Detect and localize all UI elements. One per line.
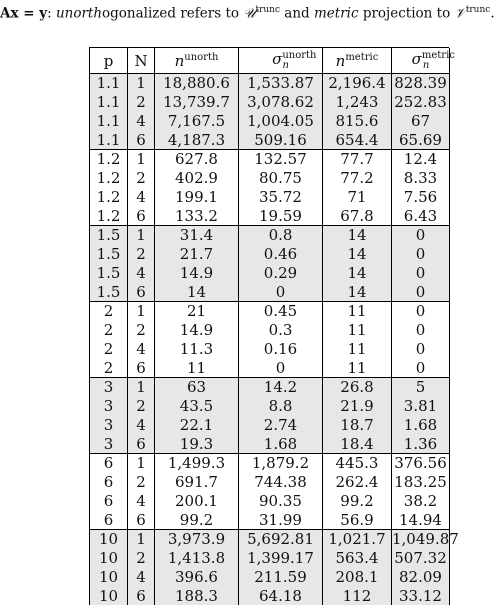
cell-n-unorth: 19.3 — [155, 434, 239, 453]
table-row — [90, 397, 450, 416]
cell-p: 2 — [90, 321, 128, 340]
col-header-p: p — [90, 48, 128, 74]
cell-n-unorth: 4,187.3 — [155, 130, 239, 149]
cell-n-metric: 11 — [323, 340, 392, 359]
cell-n-unorth: 13,739.7 — [155, 93, 239, 112]
cell-n: 2 — [128, 93, 155, 112]
cell-sigma-metric: 33.12 — [392, 586, 450, 605]
cell-n-unorth: 199.1 — [155, 188, 239, 207]
cell-sigma-unorth: 132.57 — [239, 150, 323, 169]
cell-p: 6 — [90, 492, 128, 511]
cell-sigma-unorth: 0.3 — [239, 321, 323, 340]
cell-n-metric: 11 — [323, 321, 392, 340]
cell-sigma-unorth: 0.16 — [239, 340, 323, 359]
cell-n-unorth: 1,499.3 — [155, 454, 239, 473]
caption-u-trunc: 𝒰 — [243, 6, 255, 22]
table-row — [90, 282, 450, 301]
cell-n: 1 — [128, 378, 155, 397]
cell-n-unorth: 21.7 — [155, 245, 239, 264]
cell-sigma-metric: 252.83 — [392, 93, 450, 112]
cell-n: 6 — [128, 510, 155, 529]
cell-n-unorth: 21 — [155, 302, 239, 321]
col-header-n: N — [128, 48, 155, 74]
cell-sigma-unorth: 80.75 — [239, 169, 323, 188]
cell-p: 3 — [90, 397, 128, 416]
cell-p: 1.2 — [90, 169, 128, 188]
cell-sigma-unorth: 31.99 — [239, 510, 323, 529]
cell-n-metric: 11 — [323, 302, 392, 321]
cell-sigma-metric: 0 — [392, 282, 450, 301]
table-row — [90, 530, 450, 549]
cell-p: 10 — [90, 568, 128, 587]
table-row — [90, 492, 450, 511]
table-row — [90, 568, 450, 587]
cell-sigma-unorth: 19.59 — [239, 206, 323, 225]
cell-sigma-metric: 82.09 — [392, 568, 450, 587]
cell-sigma-unorth: 211.59 — [239, 568, 323, 587]
cell-n-unorth: 99.2 — [155, 510, 239, 529]
cell-p: 1.1 — [90, 74, 128, 93]
table-row — [90, 264, 450, 283]
cell-sigma-metric: 0 — [392, 302, 450, 321]
cell-n-metric: 11 — [323, 358, 392, 377]
table-row — [90, 93, 450, 112]
cell-n-metric: 99.2 — [323, 492, 392, 511]
cell-sigma-unorth: 1,399.17 — [239, 549, 323, 568]
caption-metric-term: metric — [314, 6, 359, 22]
cell-sigma-unorth: 0.45 — [239, 302, 323, 321]
cell-n-metric: 71 — [323, 188, 392, 207]
cell-n: 1 — [128, 226, 155, 245]
cell-n-metric: 445.3 — [323, 454, 392, 473]
cell-p: 1.1 — [90, 112, 128, 131]
table-body — [90, 74, 450, 605]
cell-n-unorth: 627.8 — [155, 150, 239, 169]
cell-sigma-unorth: 0 — [239, 282, 323, 301]
cell-p: 6 — [90, 473, 128, 492]
table-header — [90, 48, 450, 74]
cell-n-unorth: 402.9 — [155, 169, 239, 188]
cell-sigma-unorth: 64.18 — [239, 586, 323, 605]
cell-p: 10 — [90, 586, 128, 605]
cell-n: 1 — [128, 74, 155, 93]
cell-n-unorth: 133.2 — [155, 206, 239, 225]
cell-n-unorth: 43.5 — [155, 397, 239, 416]
table-row — [90, 586, 450, 605]
cell-n-metric: 77.7 — [323, 150, 392, 169]
cell-p: 1.5 — [90, 282, 128, 301]
cell-n: 1 — [128, 530, 155, 549]
cell-p: 1.1 — [90, 130, 128, 149]
cell-n-metric: 18.4 — [323, 434, 392, 453]
cell-n-unorth: 63 — [155, 378, 239, 397]
cell-n-unorth: 200.1 — [155, 492, 239, 511]
table-row — [90, 188, 450, 207]
cell-sigma-metric: 12.4 — [392, 150, 450, 169]
cell-sigma-metric: 3.81 — [392, 397, 450, 416]
cell-sigma-metric: 1.36 — [392, 434, 450, 453]
cell-n: 2 — [128, 473, 155, 492]
table-row — [90, 321, 450, 340]
cell-p: 3 — [90, 434, 128, 453]
cell-n: 2 — [128, 549, 155, 568]
cell-n-metric: 14 — [323, 226, 392, 245]
cell-n-metric: 2,196.4 — [323, 74, 392, 93]
cell-p: 1.5 — [90, 264, 128, 283]
cell-sigma-unorth: 0 — [239, 358, 323, 377]
cell-sigma-metric: 376.56 — [392, 454, 450, 473]
cell-n-unorth: 11.3 — [155, 340, 239, 359]
cell-sigma-metric: 0 — [392, 264, 450, 283]
cell-n-metric: 1,243 — [323, 93, 392, 112]
cell-n: 1 — [128, 454, 155, 473]
table-row — [90, 302, 450, 321]
cell-sigma-unorth: 14.2 — [239, 378, 323, 397]
cell-n: 2 — [128, 321, 155, 340]
table-row — [90, 130, 450, 149]
col-header-sigma-metric: $\sigma^{metric}_n$ — [392, 48, 450, 74]
cell-n-metric: 262.4 — [323, 473, 392, 492]
cell-n: 4 — [128, 264, 155, 283]
cell-n-metric: 1,021.7 — [323, 530, 392, 549]
table-row — [90, 416, 450, 435]
table-row — [90, 206, 450, 225]
cell-n: 6 — [128, 434, 155, 453]
table-row — [90, 112, 450, 131]
cell-n-unorth: 1,413.8 — [155, 549, 239, 568]
cell-sigma-metric: 183.25 — [392, 473, 450, 492]
table-row — [90, 340, 450, 359]
cell-n: 6 — [128, 282, 155, 301]
cell-n-unorth: 3,973.9 — [155, 530, 239, 549]
cell-n-metric: 67.8 — [323, 206, 392, 225]
caption-v-trunc: 𝒱 — [455, 6, 466, 22]
cell-n: 2 — [128, 397, 155, 416]
cell-n-unorth: 14.9 — [155, 321, 239, 340]
cell-sigma-unorth: 2.74 — [239, 416, 323, 435]
cell-p: 6 — [90, 510, 128, 529]
table-row — [90, 358, 450, 377]
cell-n-unorth: 22.1 — [155, 416, 239, 435]
cell-n-unorth: 396.6 — [155, 568, 239, 587]
cell-p: 1.2 — [90, 188, 128, 207]
cell-n-metric: 56.9 — [323, 510, 392, 529]
table-row — [90, 434, 450, 453]
cell-sigma-metric: 8.33 — [392, 169, 450, 188]
cell-sigma-metric: 1.68 — [392, 416, 450, 435]
cell-p: 2 — [90, 340, 128, 359]
table-row — [90, 74, 450, 93]
table-row — [90, 549, 450, 568]
cell-sigma-unorth: 0.46 — [239, 245, 323, 264]
cell-sigma-unorth: 35.72 — [239, 188, 323, 207]
cell-n-unorth: 14.9 — [155, 264, 239, 283]
cell-n-metric: 18.7 — [323, 416, 392, 435]
table-row — [90, 473, 450, 492]
cell-p: 3 — [90, 416, 128, 435]
cell-sigma-unorth: 90.35 — [239, 492, 323, 511]
cell-n: 6 — [128, 586, 155, 605]
cell-n-metric: 26.8 — [323, 378, 392, 397]
cell-n-metric: 14 — [323, 264, 392, 283]
cell-sigma-metric: 0 — [392, 358, 450, 377]
cell-n-metric: 14 — [323, 282, 392, 301]
cell-n-unorth: 691.7 — [155, 473, 239, 492]
cell-sigma-metric: 1,049.87 — [392, 530, 450, 549]
cell-sigma-metric: 0 — [392, 340, 450, 359]
cell-n-unorth: 18,880.6 — [155, 74, 239, 93]
cell-sigma-metric: 0 — [392, 321, 450, 340]
cell-n-unorth: 7,167.5 — [155, 112, 239, 131]
table-row — [90, 169, 450, 188]
col-header-sigma-unorth: $\sigma^{unorth}_n$ — [239, 48, 323, 74]
table-row — [90, 454, 450, 473]
cell-n: 4 — [128, 340, 155, 359]
col-header-n-unorth: $n^{unorth}$ — [155, 48, 239, 74]
cell-n-metric: 654.4 — [323, 130, 392, 149]
cell-sigma-metric: 6.43 — [392, 206, 450, 225]
cell-sigma-metric: 828.39 — [392, 74, 450, 93]
cell-sigma-metric: 14.94 — [392, 510, 450, 529]
cell-n-metric: 77.2 — [323, 169, 392, 188]
cell-n: 4 — [128, 188, 155, 207]
cell-p: 3 — [90, 378, 128, 397]
cell-p: 10 — [90, 530, 128, 549]
cell-n-metric: 14 — [323, 245, 392, 264]
cell-sigma-metric: 65.69 — [392, 130, 450, 149]
cell-p: 10 — [90, 549, 128, 568]
table-row — [90, 245, 450, 264]
cell-n: 4 — [128, 492, 155, 511]
cell-p: 2 — [90, 358, 128, 377]
cell-sigma-unorth: 1,879.2 — [239, 454, 323, 473]
cell-n-metric: 563.4 — [323, 549, 392, 568]
cell-n: 4 — [128, 112, 155, 131]
cell-p: 1.5 — [90, 226, 128, 245]
cell-sigma-unorth: 1.68 — [239, 434, 323, 453]
cell-sigma-unorth: 3,078.62 — [239, 93, 323, 112]
cell-sigma-unorth: 0.29 — [239, 264, 323, 283]
cell-n: 1 — [128, 150, 155, 169]
cell-sigma-metric: 67 — [392, 112, 450, 131]
cell-n-metric: 815.6 — [323, 112, 392, 131]
cell-n: 1 — [128, 302, 155, 321]
cell-sigma-metric: 0 — [392, 245, 450, 264]
results-table — [89, 47, 449, 605]
table-row — [90, 226, 450, 245]
table-row — [90, 510, 450, 529]
caption-equation: Ax = y — [0, 6, 47, 22]
cell-p: 1.1 — [90, 93, 128, 112]
cell-sigma-metric: 5 — [392, 378, 450, 397]
cell-n: 2 — [128, 169, 155, 188]
table-caption: Ax = y: unorthogonalized refers to 𝒰$^{trunc}$ and metric projection to 𝒱$^{trunc}$. — [0, 0, 474, 20]
cell-sigma-unorth: 1,004.05 — [239, 112, 323, 131]
cell-sigma-unorth: 1,533.87 — [239, 74, 323, 93]
cell-n-unorth: 11 — [155, 358, 239, 377]
cell-p: 1.5 — [90, 245, 128, 264]
cell-n-metric: 208.1 — [323, 568, 392, 587]
cell-sigma-metric: 0 — [392, 226, 450, 245]
cell-n: 2 — [128, 245, 155, 264]
cell-sigma-unorth: 5,692.81 — [239, 530, 323, 549]
table-row — [90, 150, 450, 169]
cell-n-metric: 21.9 — [323, 397, 392, 416]
cell-sigma-metric: 507.32 — [392, 549, 450, 568]
cell-n: 4 — [128, 568, 155, 587]
cell-n: 6 — [128, 130, 155, 149]
cell-sigma-unorth: 744.38 — [239, 473, 323, 492]
cell-n-unorth: 188.3 — [155, 586, 239, 605]
cell-sigma-metric: 38.2 — [392, 492, 450, 511]
col-header-n-metric: $n^{metric}$ — [323, 48, 392, 74]
cell-p: 1.2 — [90, 150, 128, 169]
cell-n: 6 — [128, 206, 155, 225]
cell-n: 4 — [128, 416, 155, 435]
cell-p: 2 — [90, 302, 128, 321]
cell-n-metric: 112 — [323, 586, 392, 605]
cell-sigma-metric: 7.56 — [392, 188, 450, 207]
cell-sigma-unorth: 8.8 — [239, 397, 323, 416]
cell-sigma-unorth: 509.16 — [239, 130, 323, 149]
cell-n-unorth: 14 — [155, 282, 239, 301]
cell-sigma-unorth: 0.8 — [239, 226, 323, 245]
cell-p: 6 — [90, 454, 128, 473]
caption-unorth-term: unorth — [56, 6, 102, 22]
cell-n: 6 — [128, 358, 155, 377]
table-row — [90, 378, 450, 397]
cell-n-unorth: 31.4 — [155, 226, 239, 245]
cell-p: 1.2 — [90, 206, 128, 225]
